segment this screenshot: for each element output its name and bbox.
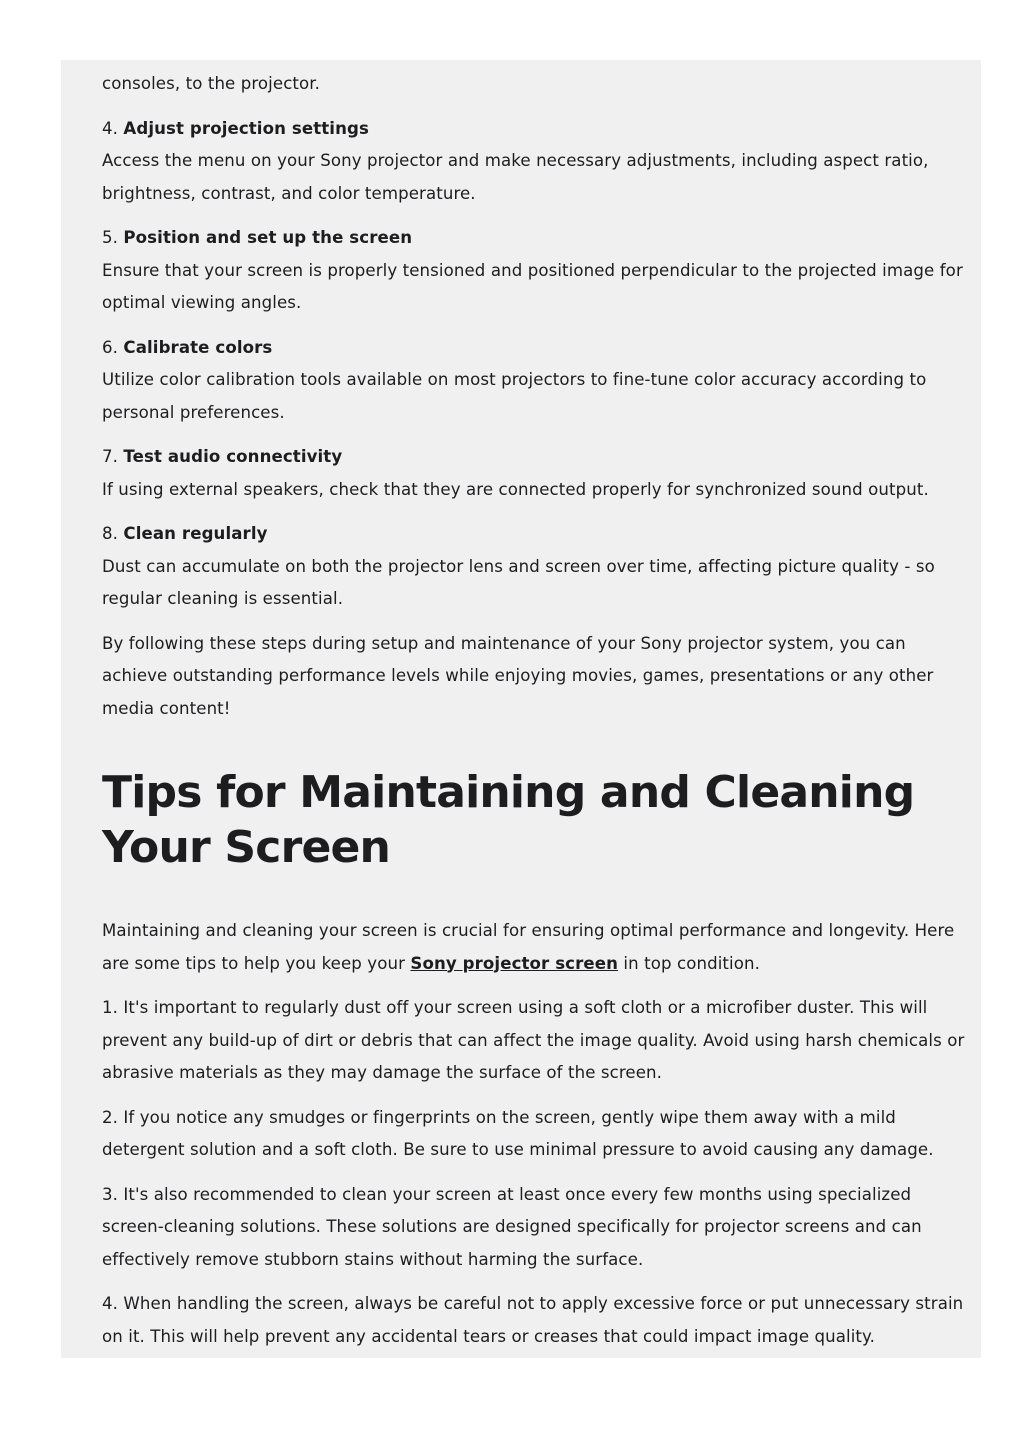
step-title-line <box>102 332 967 365</box>
step-number: 7. <box>102 447 119 466</box>
article-panel <box>61 60 981 1358</box>
step-item <box>102 222 967 320</box>
step-title: Calibrate colors <box>123 337 273 357</box>
step-text: If using external speakers, check that they are connected properly for synchronized sound output. <box>102 479 929 499</box>
step-title: Adjust projection settings <box>123 118 369 138</box>
step-item <box>102 113 967 211</box>
intro-text-after: in top condition. <box>618 953 760 973</box>
step-title: Test audio connectivity <box>123 447 343 466</box>
step-text: Dust can accumulate on both the projector lens and screen over time, affecting picture quality - so regular cleaning is essential. <box>102 556 935 608</box>
step-title-line <box>102 113 967 146</box>
tip-paragraph: 1. It's important to regularly dust off your screen using a soft cloth or a microfiber duster. This will prevent any build-up of dirt or debris that can affect the image quality. Avoid using harsh chemicals or abrasive materials as they may damage the surface of the screen. <box>102 998 965 1082</box>
step-text: Utilize color calibration tools available on most projectors to fine-tune color accuracy according to personal preferences. <box>102 370 927 422</box>
tip-paragraph: 2. If you notice any smudges or fingerprints on the screen, gently wipe them away with a mild detergent solution and a soft cloth. Be sure to use minimal pressure to avoid causing any damage. <box>102 1107 934 1159</box>
article-content <box>102 68 967 1365</box>
intro-text-before: Maintaining and cleaning your screen is crucial for ensuring optimal performance and longevity. Here are some tips to help you keep your <box>102 921 955 973</box>
step-title-line <box>102 518 967 551</box>
sony-projector-screen-link[interactable]: Sony projector screen <box>410 953 619 973</box>
step-item <box>102 332 967 430</box>
step-title-line <box>102 222 967 255</box>
step-number: 4. <box>102 118 119 138</box>
section-heading: Tips for Maintaining and Cleaning Your Screen <box>102 767 915 873</box>
tip-paragraph: 4. When handling the screen, always be careful not to apply excessive force or put unnecessary strain on it. This will help prevent any accidental tears or creases that could impact image quality. <box>102 1294 964 1346</box>
step-number: 8. <box>102 524 119 543</box>
step-number: 6. <box>102 337 119 357</box>
step-title: Clean regularly <box>123 524 268 543</box>
step-number: 5. <box>102 228 119 247</box>
step-item <box>102 518 967 616</box>
intro-fragment: consoles, to the projector. <box>102 74 321 93</box>
summary-paragraph: By following these steps during setup and maintenance of your Sony projector system, you can achieve outstanding performance levels while enjoying movies, games, presentations or any other media content! <box>102 633 934 718</box>
maintenance-intro <box>102 915 967 980</box>
step-text: Ensure that your screen is properly tensioned and positioned perpendicular to the projected image for optimal viewing angles. <box>102 260 963 312</box>
step-title-line <box>102 441 967 474</box>
step-item <box>102 441 967 506</box>
tip-paragraph: 3. It's also recommended to clean your screen at least once every few months using specialized screen-cleaning solutions. These solutions are designed specifically for projector screens and can effectively remove stubborn stains without harming the surface. <box>102 1184 922 1269</box>
step-title: Position and set up the screen <box>123 228 413 247</box>
step-text: Access the menu on your Sony projector and make necessary adjustments, including aspect ratio, brightness, contrast, and color temperature. <box>102 151 929 203</box>
